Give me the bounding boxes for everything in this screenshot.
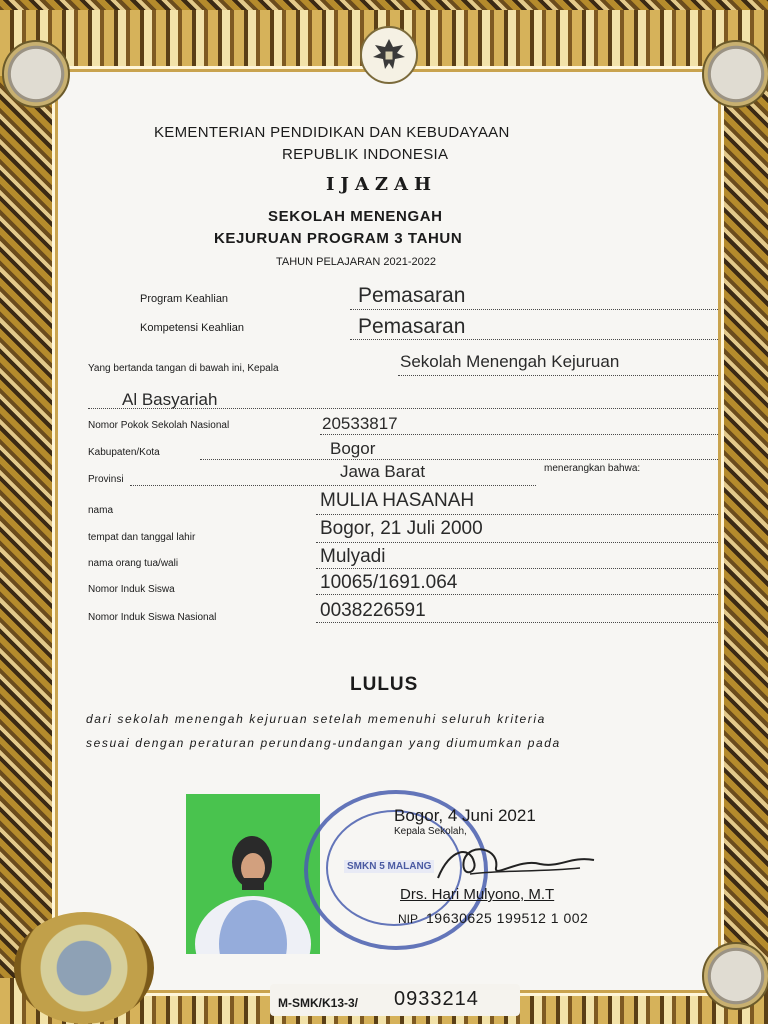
parent-label: nama orang tua/wali xyxy=(88,558,179,569)
city-label: Kabupaten/Kota xyxy=(88,447,160,458)
school-type-line-1: SEKOLAH MENENGAH xyxy=(268,208,443,225)
ministry-line-1: KEMENTERIAN PENDIDIKAN DAN KEBUDAYAAN xyxy=(154,124,510,141)
school-type-line-2: KEJURUAN PROGRAM 3 TAHUN xyxy=(214,230,463,247)
program-keahlian-value: Pemasaran xyxy=(358,284,466,307)
nis-value: 10065/1691.064 xyxy=(320,572,458,593)
signatory-intro-label: Yang bertanda tangan di bawah ini, Kepala xyxy=(88,363,279,374)
student-photo xyxy=(186,794,320,954)
npsn-value: 20533817 xyxy=(322,414,398,433)
academic-year: TAHUN PELAJARAN 2021-2022 xyxy=(276,256,436,268)
serial-number: 0933214 xyxy=(394,988,479,1010)
school-name-part-2: Al Basyariah xyxy=(122,390,218,409)
birth-value: Bogor, 21 Juli 2000 xyxy=(320,518,483,539)
nisn-value: 0038226591 xyxy=(320,600,426,621)
school-name-part-1: Sekolah Menengah Kejuruan xyxy=(400,352,620,371)
dotted-line xyxy=(130,485,536,486)
dotted-line xyxy=(316,514,718,515)
dotted-line xyxy=(350,309,718,310)
dotted-line xyxy=(200,459,718,460)
result-text-line-2: sesuai dengan peraturan perundang-undangan yang diumumkan pada xyxy=(86,736,561,750)
student-name-label: nama xyxy=(88,505,114,516)
birth-label: tempat dan tanggal lahir xyxy=(88,532,196,543)
province-label: Provinsi xyxy=(88,474,124,485)
dotted-line xyxy=(320,434,718,435)
parent-value: Mulyadi xyxy=(320,546,386,567)
program-keahlian-label: Program Keahlian xyxy=(140,293,229,305)
declares-text: menerangkan bahwa: xyxy=(544,463,641,474)
ministry-line-2: REPUBLIK INDONESIA xyxy=(282,146,449,163)
document-title: IJAZAH xyxy=(326,174,438,195)
signature-name: Drs. Hari Mulyono, M.T xyxy=(400,886,555,903)
kompetensi-keahlian-label: Kompetensi Keahlian xyxy=(140,322,244,334)
dotted-line xyxy=(398,375,718,376)
signature-place-date: Bogor, 4 Juni 2021 xyxy=(394,806,536,825)
dotted-line xyxy=(316,622,718,623)
dotted-line xyxy=(316,568,718,569)
nis-label: Nomor Induk Siswa xyxy=(88,584,175,595)
signature-role: Kepala Sekolah, xyxy=(394,826,467,837)
result-text-line-1: dari sekolah menengah kejuruan setelah memenuhi seluruh kriteria xyxy=(86,712,546,726)
dotted-line xyxy=(316,594,718,595)
dotted-line xyxy=(316,542,718,543)
student-name-value: MULIA HASANAH xyxy=(320,490,475,511)
nisn-label: Nomor Induk Siswa Nasional xyxy=(88,612,217,623)
nip-label: NIP xyxy=(398,912,419,926)
handwritten-signature xyxy=(430,838,600,888)
npsn-label: Nomor Pokok Sekolah Nasional xyxy=(88,420,230,431)
city-value: Bogor xyxy=(330,439,376,458)
nip-value: 19630625 199512 1 002 xyxy=(426,910,589,926)
stamp-text: SMKN 5 MALANG xyxy=(344,860,434,873)
kompetensi-keahlian-value: Pemasaran xyxy=(358,315,466,338)
result-status: LULUS xyxy=(350,674,419,695)
serial-label: M-SMK/K13-3/ xyxy=(278,996,359,1010)
dotted-line xyxy=(350,339,718,340)
province-value: Jawa Barat xyxy=(340,462,426,481)
